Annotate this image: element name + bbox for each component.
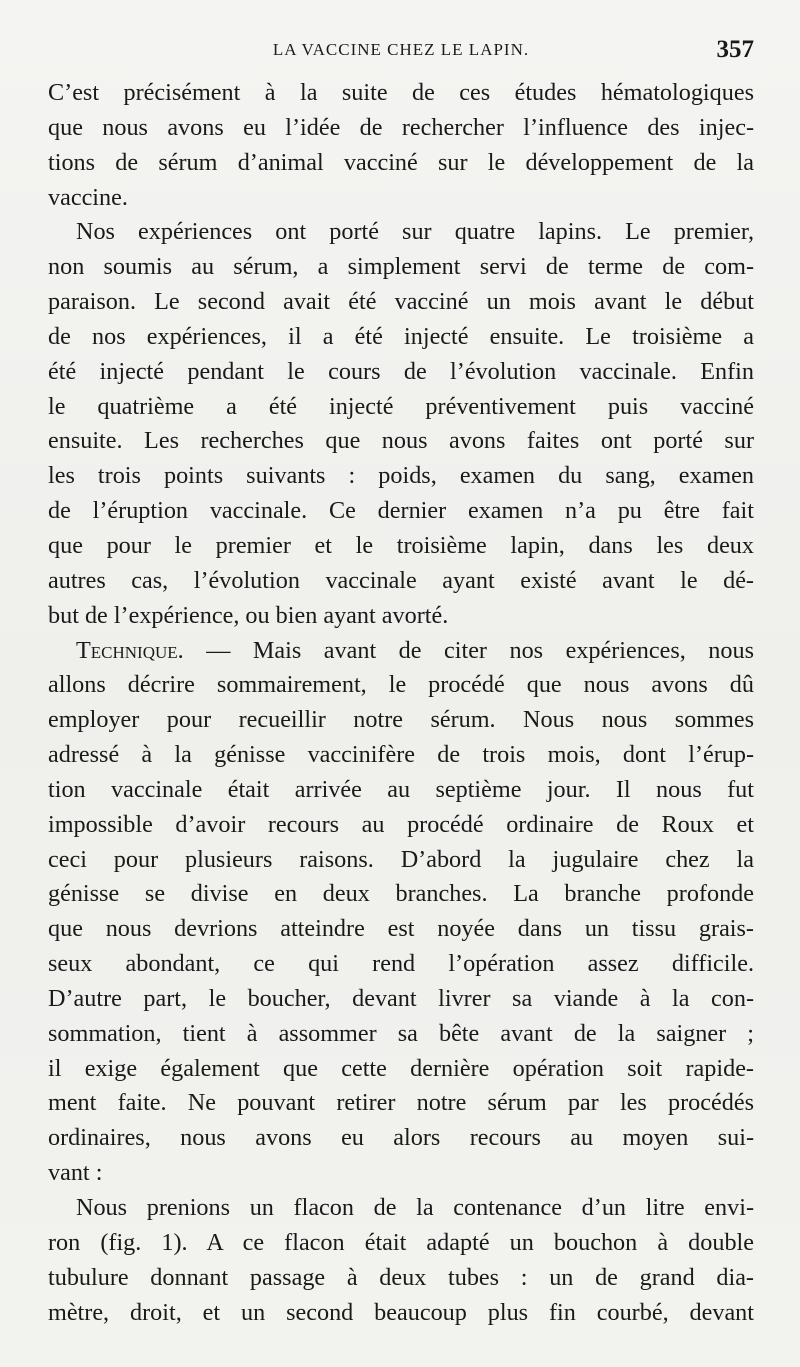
text-line: sommation, tient à assommer sa bête avant de la saigner ; <box>48 1019 754 1047</box>
text-line: été injecté pendant le cours de l’évolution vaccinale. Enfin <box>48 357 754 385</box>
text-line: ensuite. Les recherches que nous avons faites ont porté sur <box>48 427 754 455</box>
text-line: tion vaccinale était arrivée au septième jour. Il nous fut <box>48 775 754 803</box>
paragraph-3 <box>48 634 754 1192</box>
text-line: les trois points suivants : poids, examen du sang, examen <box>48 462 754 490</box>
paragraph-1 <box>48 76 754 215</box>
text-line: mètre, droit, et un second beaucoup plus fin courbé, devant <box>48 1298 754 1326</box>
text-line: il exige également que cette dernière opération soit rapide- <box>48 1054 754 1082</box>
text-line: génisse se divise en deux branches. La branche profonde <box>48 880 754 908</box>
text-line: seux abondant, ce qui rend l’opération assez difficile. <box>48 950 754 978</box>
text-line: tubulure donnant passage à deux tubes : un de grand dia- <box>48 1263 754 1291</box>
text-line: vaccine. <box>48 183 128 211</box>
text-line: impossible d’avoir recours au procédé ordinaire de Roux et <box>48 810 754 838</box>
text-line: but de l’expérience, ou bien ayant avorté. <box>48 601 449 629</box>
text-line: Nos expériences ont porté sur quatre lapins. Le premier, <box>76 218 754 246</box>
text-line: D’autre part, le boucher, devant livrer sa viande à la con- <box>48 984 754 1012</box>
text-line: ordinaires, nous avons eu alors recours au moyen sui- <box>48 1124 754 1152</box>
text-line: le quatrième a été injecté préventivement puis vacciné <box>48 392 754 420</box>
text-line: C’est précisément à la suite de ces études hématologiques <box>48 79 754 106</box>
paragraph-4 <box>48 1191 754 1330</box>
text-line: paraison. Le second avait été vacciné un mois avant le début <box>48 288 754 316</box>
text-line: allons décrire sommairement, le procédé que nous avons dû <box>48 671 754 699</box>
text-line: de l’éruption vaccinale. Ce dernier examen n’a pu être fait <box>48 497 754 525</box>
paragraph-2 <box>48 215 754 633</box>
text-line: ceci pour plusieurs raisons. D’abord la jugulaire chez la <box>48 845 754 873</box>
text-line: que nous devrions atteindre est noyée dans un tissu grais- <box>48 915 754 943</box>
text-line: autres cas, l’évolution vaccinale ayant existé avant le dé- <box>48 566 754 594</box>
text-line: de nos expériences, il a été injecté ensuite. Le troisième a <box>48 322 754 350</box>
section-lead: Technique. <box>76 636 184 664</box>
text-line: adressé à la génisse vaccinifère de trois mois, dont l’érup- <box>48 741 754 769</box>
text-line: Nous prenions un flacon de la contenance d’un litre envi- <box>76 1194 754 1221</box>
page-header <box>48 36 754 72</box>
text-line-rest: — Mais avant de citer nos expériences, nous <box>183 636 754 664</box>
text-line: que nous avons eu l’idée de rechercher l’influence des injec- <box>48 113 754 141</box>
body-text <box>48 76 754 1330</box>
page-number: 357 <box>716 36 754 63</box>
text-line <box>48 634 754 669</box>
text-line: ron (fig. 1). A ce flacon était adapté un bouchon à double <box>48 1228 754 1256</box>
text-line: vant : <box>48 1159 103 1187</box>
text-line: non soumis au sérum, a simplement servi de terme de com- <box>48 253 754 281</box>
running-head: LA VACCINE CHEZ LE LAPIN. <box>272 40 530 59</box>
text-line: tions de sérum d’animal vacciné sur le développement de la <box>48 148 754 176</box>
text-line: employer pour recueillir notre sérum. Nous nous sommes <box>48 706 754 734</box>
text-line: que pour le premier et le troisième lapin, dans les deux <box>48 531 754 559</box>
text-line: ment faite. Ne pouvant retirer notre sérum par les procédés <box>48 1089 754 1117</box>
